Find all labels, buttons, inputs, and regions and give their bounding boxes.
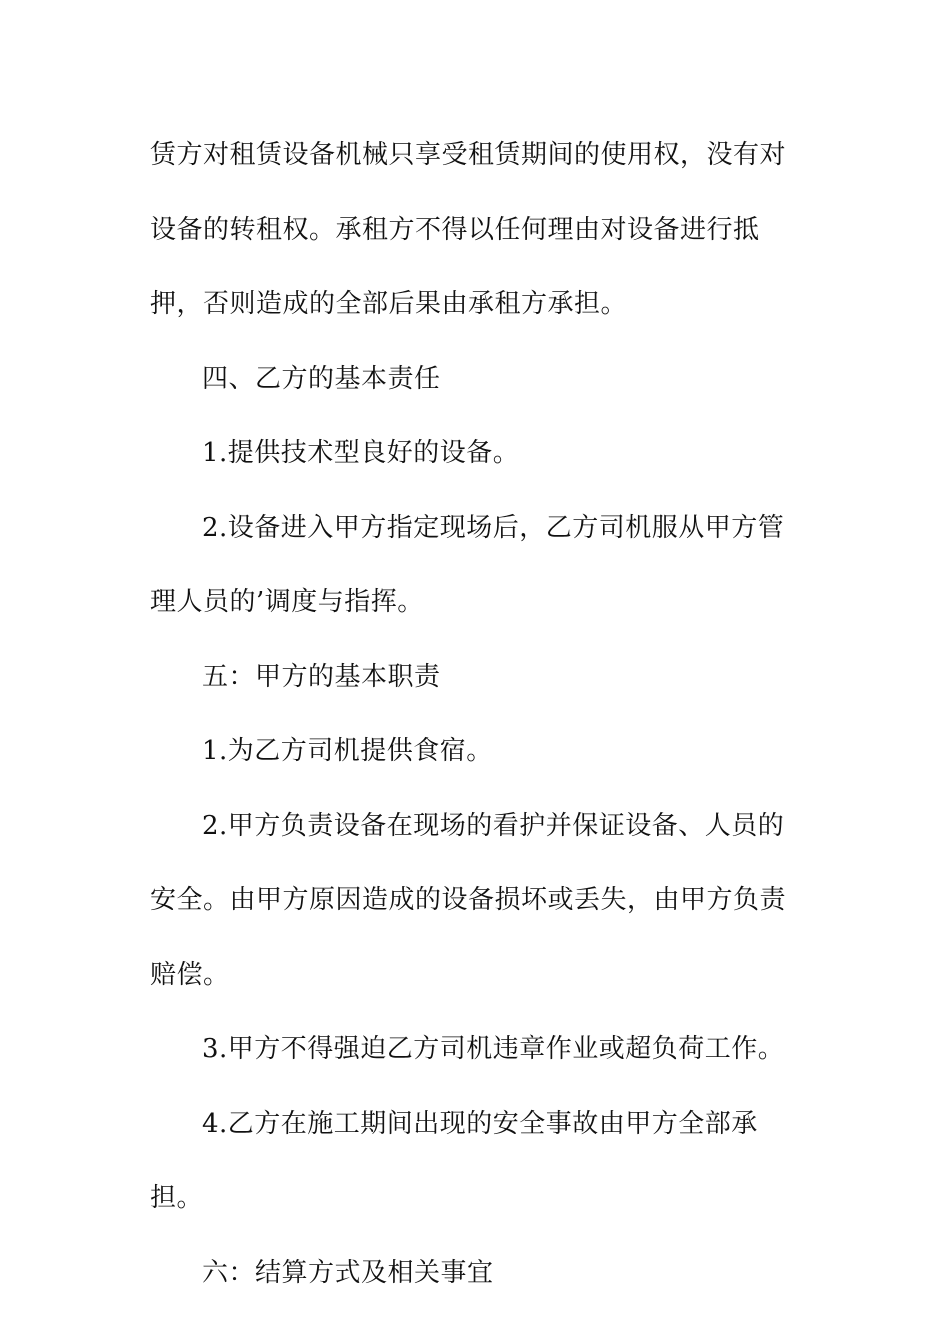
clause-a-3: 3.甲方不得强迫乙方司机违章作业或超负荷工作。: [202, 1034, 785, 1064]
clause-a-2: 2.甲方负责设备在现场的看护并保证设备、人员的安全。由甲方原因造成的设备损坏或丢失，由甲方负责赔偿。: [150, 810, 787, 990]
clause-a-4: 4.乙方在施工期间出现的安全事故由甲方全部承担。: [150, 1108, 758, 1213]
clause-b-1: 1.提供技术型良好的设备。: [202, 438, 520, 468]
section-heading-party-b-responsibilities: 四、乙方的基本责任: [202, 363, 441, 394]
section-heading-settlement: 六：结算方式及相关事宜: [202, 1257, 494, 1288]
paragraph-lease-rights: 赁方对租赁设备机械只享受租赁期间的使用权，没有对设备的转租权。承租方不得以任何理由对设备进行抵押，否则造成的全部后果由承租方承担。: [150, 140, 787, 319]
clause-a-1: 1.为乙方司机提供食宿。: [202, 736, 493, 766]
document-body: [150, 118, 795, 1310]
clause-b-2: 2.设备进入甲方指定现场后，乙方司机服从甲方管理人员的’调度与指挥。: [150, 512, 785, 617]
section-heading-party-a-duties: 五：甲方的基本职责: [202, 661, 441, 692]
